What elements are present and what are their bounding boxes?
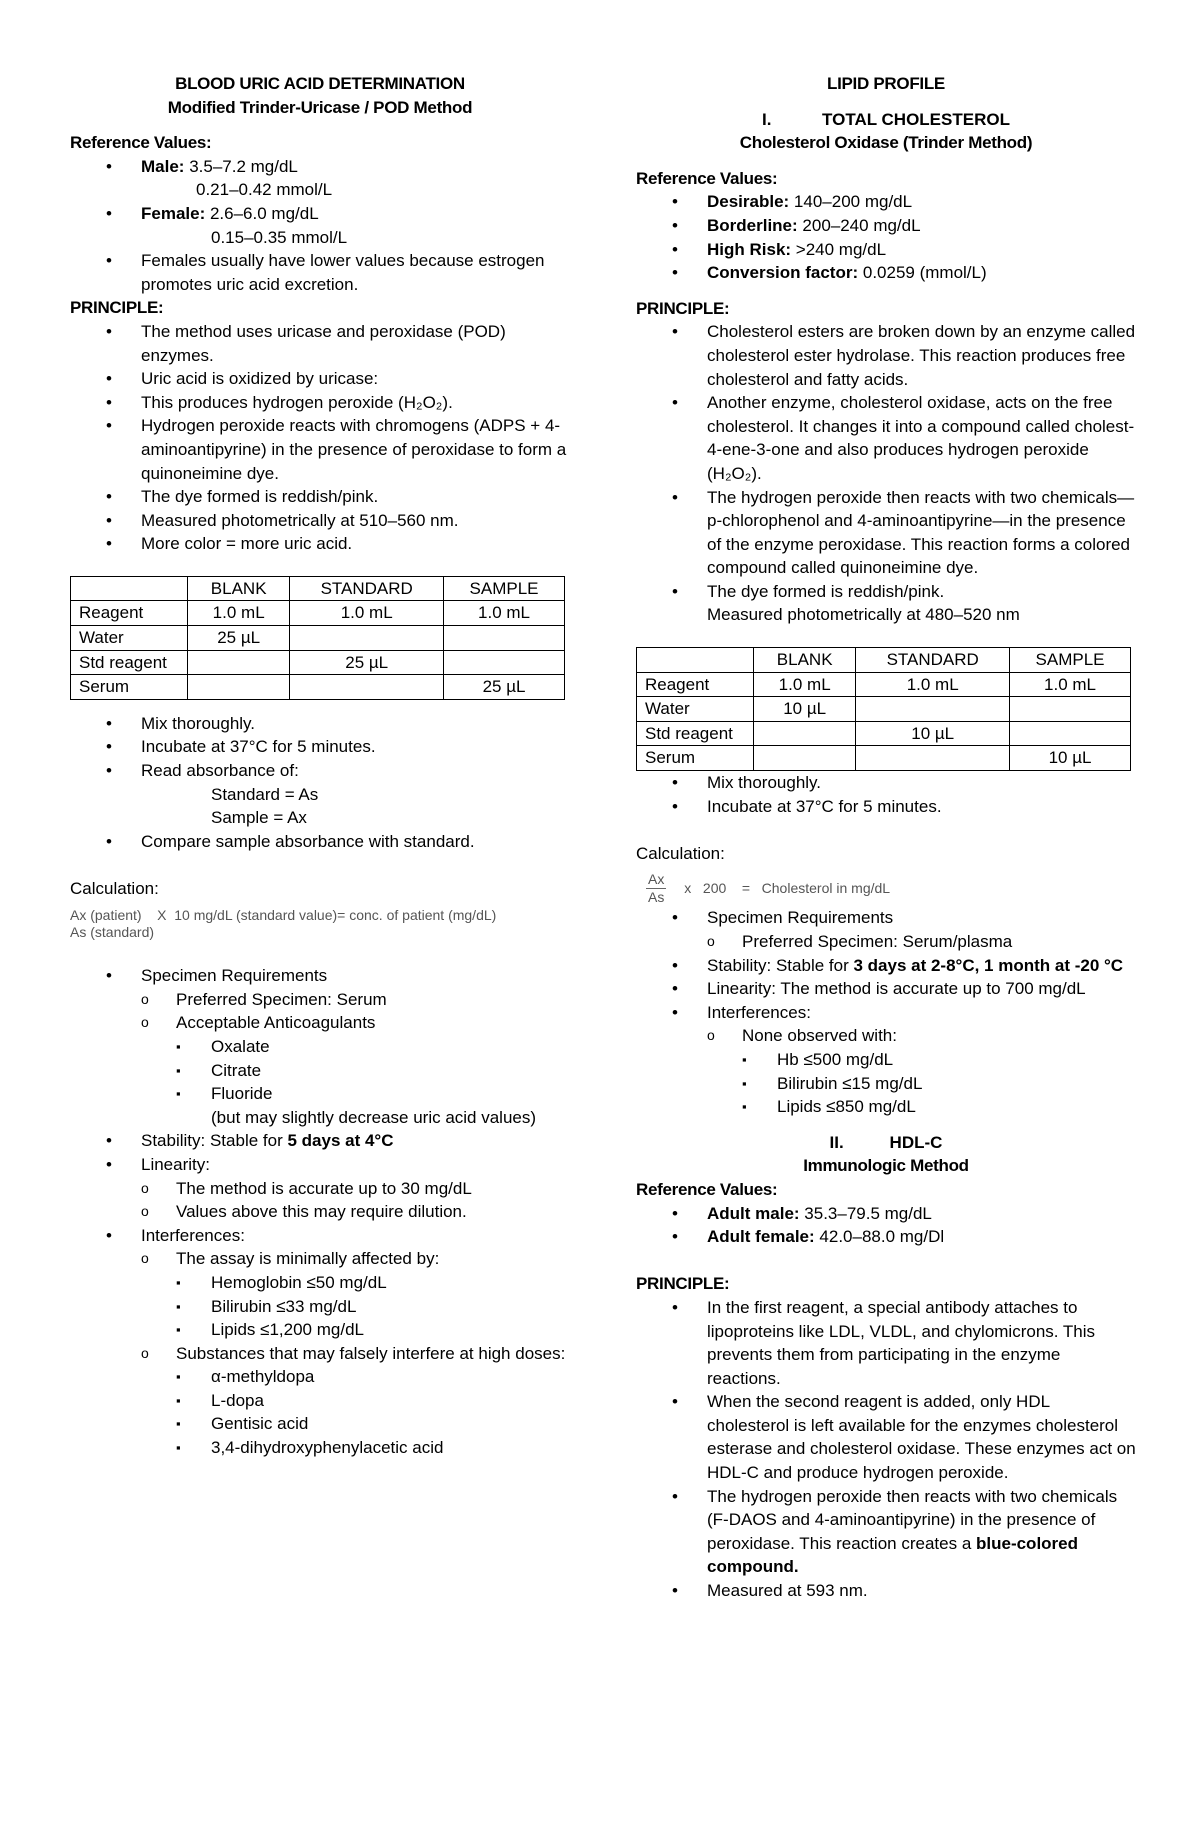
table-cell [188,675,290,700]
table-cell: Serum [637,746,754,771]
procedure-compare: • Compare sample absorbance with standard. [70,830,570,854]
table-row [71,626,565,651]
interference-none-list [742,1048,1136,1119]
table-cell: Std reagent [71,650,188,675]
interference-false-list [176,1365,570,1459]
principle-item: • The method uses uricase and peroxidase (POD) enzymes. [70,320,570,367]
reference-values-heading: Reference Values: [636,168,778,188]
table-header-cell [637,648,754,673]
interference-item: ▪ Lipids ≤850 mg/dL [742,1095,1136,1119]
table-cell: 10 µL [856,721,1010,746]
specimen-requirements [70,964,570,1129]
principle-item: • More color = more uric acid. [70,532,570,556]
interference-item: ▪ Bilirubin ≤33 mg/dL [176,1295,570,1319]
principle-item [636,580,1136,627]
specimen-preferred: o Preferred Specimen: Serum [141,988,570,1012]
principle-measure: Measured photometrically at 480–520 nm [707,605,1020,625]
procedure-read [70,759,570,830]
ref-conversion [636,261,1136,285]
ref-value: 35.3–79.5 mg/dL [799,1203,932,1223]
ref-label: Borderline: [707,215,798,235]
interference-none [707,1024,1136,1118]
right-column [636,72,1136,1603]
procedure-list [70,712,570,854]
ref-male-label: Male: [141,156,185,176]
ref-female-mmol: 0.15–0.35 mmol/L [211,227,348,247]
ref-value: 0.0259 (mmol/L) [858,263,987,283]
procedure-mix: • Mix thoroughly. [636,771,1136,795]
formula-fraction [646,871,666,906]
principle-item: • Uric acid is oxidized by uricase: [70,367,570,391]
ref-note: • Females usually have lower values because estrogen promotes uric acid excretion. [70,249,570,296]
principle-item-text: The hydrogen peroxide then reacts with two chemicals (F-DAOS and 4-aminoantipyrine) in the presence of peroxidase. This reaction creates a [707,1486,1118,1553]
lipid-profile-title: LIPID PROFILE [827,74,945,93]
interference-item: ▪ Bilirubin ≤15 mg/dL [742,1072,1136,1096]
specimen-requirements-label: Specimen Requirements [707,908,894,928]
ref-adult-female [636,1225,1136,1249]
table-cell: 1.0 mL [188,601,290,626]
table-header-cell [71,576,188,601]
table-cell: 1.0 mL [290,601,444,626]
linearity-item: o Values above this may require dilution. [141,1200,570,1224]
stability-prefix: Stability: Stable for [141,1131,288,1151]
calculation-label: Calculation: [70,879,159,898]
specimen-sublist [707,930,1136,954]
specimen-list [70,964,570,1459]
interference-minimal-list [176,1271,570,1342]
ref-label: Conversion factor: [707,263,859,283]
table-cell [444,626,565,651]
table-header-cell: SAMPLE [444,576,565,601]
formula-line-numerator: Ax (patient) X 10 mg/dL (standard value)= conc. of patient (mg/dL) [70,906,497,923]
uric-acid-formula [70,907,570,941]
table-cell: Reagent [71,601,188,626]
table-cell [754,746,856,771]
table-cell: 25 µL [444,675,565,700]
table-header-row [71,576,565,601]
anticoagulant-fluoride [176,1082,570,1129]
principle-item: • This produces hydrogen peroxide (H₂O₂). [70,391,570,415]
interferences-sublist [707,1024,1136,1118]
formula-line-denominator: As (standard) [70,923,155,940]
fluoride-note: (but may slightly decrease uric acid values) [211,1107,537,1127]
stability [636,954,1136,978]
linearity: • Linearity: The method is accurate up to 700 mg/dL [636,977,1136,1001]
uric-acid-title: BLOOD URIC ACID DETERMINATION [175,74,465,93]
reference-values-list [70,155,570,297]
anticoagulants-label: Acceptable Anticoagulants [176,1013,376,1033]
hdl-principle-list [636,1296,1136,1603]
principle-list [70,320,570,556]
section-title: TOTAL CHOLESTEROL [822,109,1010,129]
interferences-label: Interferences: [707,1002,811,1022]
table-cell [290,626,444,651]
interference-item: ▪ 3,4-dihydroxyphenylacetic acid [176,1436,570,1460]
interference-false-label: Substances that may falsely interfere at high doses: [176,1343,566,1363]
specimen-preferred: o Preferred Specimen: Serum/plasma [707,930,1136,954]
anticoagulant-oxalate: ▪ Oxalate [176,1035,570,1059]
table-row [71,675,565,700]
table-cell [1010,721,1131,746]
specimen-requirements-label: Specimen Requirements [141,966,328,986]
linearity [70,1153,570,1224]
interference-item: ▪ Lipids ≤1,200 mg/dL [176,1318,570,1342]
total-cholesterol-method: Cholesterol Oxidase (Trinder Method) [739,133,1033,153]
table-header-cell: STANDARD [290,576,444,601]
principle-item-text: The dye formed is reddish/pink. [707,581,945,601]
ref-female-label: Female: [141,203,206,223]
principle-item: • The hydrogen peroxide then reacts with two chemicals—p-chlorophenol and 4-aminoantipyrine—in the presence of the enzyme peroxidase. This reaction forms a colored compound called quinoneimine dye. [636,486,1136,580]
principle-item [636,1485,1136,1579]
principle-item: • Hydrogen peroxide reacts with chromogens (ADPS + 4-aminoantipyrine) in the presence of peroxidase to form a quinoneimine dye. [70,414,570,485]
principle-item: • Measured at 593 nm. [636,1579,1136,1603]
linearity-sublist [141,1177,570,1224]
interferences-label: Interferences: [141,1225,245,1245]
ref-female [70,202,570,249]
principle-heading: PRINCIPLE: [70,298,164,318]
table-cell [856,697,1010,722]
table-cell: 10 µL [1010,746,1131,771]
hdl-heading [636,1131,1136,1155]
left-column [70,72,570,1460]
table-row [637,672,1131,697]
table-cell [290,675,444,700]
table-cell: Serum [71,675,188,700]
specimen-sublist [141,988,570,1130]
interference-item: ▪ Gentisic acid [176,1412,570,1436]
ref-high-risk [636,238,1136,262]
table-cell: 1.0 mL [444,601,565,626]
interference-item: ▪ α-methyldopa [176,1365,570,1389]
ref-male [70,155,570,202]
ref-adult-male [636,1202,1136,1226]
reference-values-heading: Reference Values: [70,133,212,153]
table-cell: Water [637,697,754,722]
ref-label: Desirable: [707,192,790,212]
stability-prefix: Stability: Stable for [707,955,854,975]
principle-item: • In the first reagent, a special antibody attaches to lipoproteins like LDL, VLDL, and chylomicrons. This prevents them from participating in the enzyme reactions. [636,1296,1136,1390]
table-cell: 25 µL [290,650,444,675]
uric-acid-method: Modified Trinder-Uricase / POD Method [167,97,473,117]
procedure-mix: • Mix thoroughly. [70,712,570,736]
formula-rest: x 200 = Cholesterol in mg/dL [684,880,891,897]
section-number: I. [762,109,772,129]
principle-item: • When the second reagent is added, only HDL cholesterol is left available for the enzymes cholesterol esterase and cholesterol oxidase. These enzymes act on HDL-C and produce hydrogen peroxide. [636,1390,1136,1484]
table-cell [754,721,856,746]
table-cell: 1.0 mL [754,672,856,697]
ref-male-value: 3.5–7.2 mg/dL [184,156,298,176]
principle-item-bold: blue-colored compound. [707,1533,1079,1577]
interference-item: ▪ L-dopa [176,1389,570,1413]
formula-numerator: Ax [648,871,665,888]
procedure-read-label: Read absorbance of: [141,761,299,781]
ref-desirable [636,190,1136,214]
stability-value: 5 days at 4°C [287,1131,394,1151]
table-cell [856,746,1010,771]
cholesterol-specimen-list [636,906,1136,1118]
principle-heading: PRINCIPLE: [636,298,730,318]
ref-value: 42.0–88.0 mg/Dl [814,1227,945,1247]
table-cell: 1.0 mL [856,672,1010,697]
ref-female-value: 2.6–6.0 mg/dL [205,203,319,223]
specimen-anticoagulants [141,1011,570,1129]
calculation-label: Calculation: [636,843,725,863]
procedure-incubate: • Incubate at 37°C for 5 minutes. [636,795,1136,819]
linearity-label: Linearity: [141,1154,210,1174]
interferences-sublist [141,1247,570,1459]
table-header-row [637,648,1131,673]
uric-acid-reagent-table [70,576,565,700]
ref-value: 140–200 mg/dL [789,192,913,212]
ref-label: Adult male: [707,1203,800,1223]
procedure-incubate: • Incubate at 37°C for 5 minutes. [70,735,570,759]
section-title: HDL-C [889,1132,943,1152]
table-row [637,697,1131,722]
procedure-read-standard: Standard = As [211,784,319,804]
interference-minimal-label: The assay is minimally affected by: [176,1249,440,1269]
cholesterol-principle-list [636,320,1136,627]
table-header-cell: SAMPLE [1010,648,1131,673]
ref-label: Adult female: [707,1227,815,1247]
table-header-cell: BLANK [754,648,856,673]
table-cell [188,650,290,675]
table-row [637,721,1131,746]
table-cell: 1.0 mL [1010,672,1131,697]
specimen-requirements [636,906,1136,953]
cholesterol-formula [636,871,1136,906]
interference-item: ▪ Hb ≤500 mg/dL [742,1048,1136,1072]
ref-label: High Risk: [707,239,792,259]
table-row [71,650,565,675]
principle-item: • Cholesterol esters are broken down by an enzyme called cholesterol ester hydrolase. This reaction produces free cholesterol and fatty acids. [636,320,1136,391]
principle-heading: PRINCIPLE: [636,1274,730,1294]
table-cell: 10 µL [754,697,856,722]
ref-male-mmol: 0.21–0.42 mmol/L [196,180,333,200]
hdl-method: Immunologic Method [803,1156,969,1176]
anticoagulant-list [176,1035,570,1129]
interference-item: ▪ Hemoglobin ≤50 mg/dL [176,1271,570,1295]
section-number: II. [829,1132,844,1152]
cholesterol-reagent-table [636,647,1131,771]
table-cell: Std reagent [637,721,754,746]
stability [70,1129,570,1153]
table-row [637,746,1131,771]
table-cell: Reagent [637,672,754,697]
procedure-read-sample: Sample = Ax [211,808,307,828]
total-cholesterol-heading [636,108,1136,132]
hdl-reference-list [636,1202,1136,1249]
principle-item: • Another enzyme, cholesterol oxidase, acts on the free cholesterol. It changes it into a compound called cholest-4-ene-3-one and also produces hydrogen peroxide (H₂O₂). [636,391,1136,485]
principle-item: • Measured photometrically at 510–560 nm. [70,509,570,533]
interferences [70,1224,570,1460]
formula-denominator: As [648,889,665,906]
linearity-item: o The method is accurate up to 30 mg/dL [141,1177,570,1201]
principle-item: • The dye formed is reddish/pink. [70,485,570,509]
anticoagulant-citrate: ▪ Citrate [176,1059,570,1083]
table-row [71,601,565,626]
reference-values-heading: Reference Values: [636,1179,778,1199]
interference-none-label: None observed with: [742,1026,897,1046]
fluoride-label: Fluoride [211,1084,273,1104]
table-cell: 25 µL [188,626,290,651]
table-header-cell: BLANK [188,576,290,601]
cholesterol-procedure-list [636,771,1136,818]
interference-minimal [141,1247,570,1341]
table-header-cell: STANDARD [856,648,1010,673]
ref-value: 200–240 mg/dL [797,215,921,235]
interference-false [141,1342,570,1460]
table-cell: Water [71,626,188,651]
table-cell [1010,697,1131,722]
stability-value: 3 days at 2-8°C, 1 month at -20 °C [853,955,1124,975]
ref-value: >240 mg/dL [791,239,887,259]
interferences [636,1001,1136,1119]
cholesterol-reference-list [636,190,1136,284]
table-cell [444,650,565,675]
ref-borderline [636,214,1136,238]
